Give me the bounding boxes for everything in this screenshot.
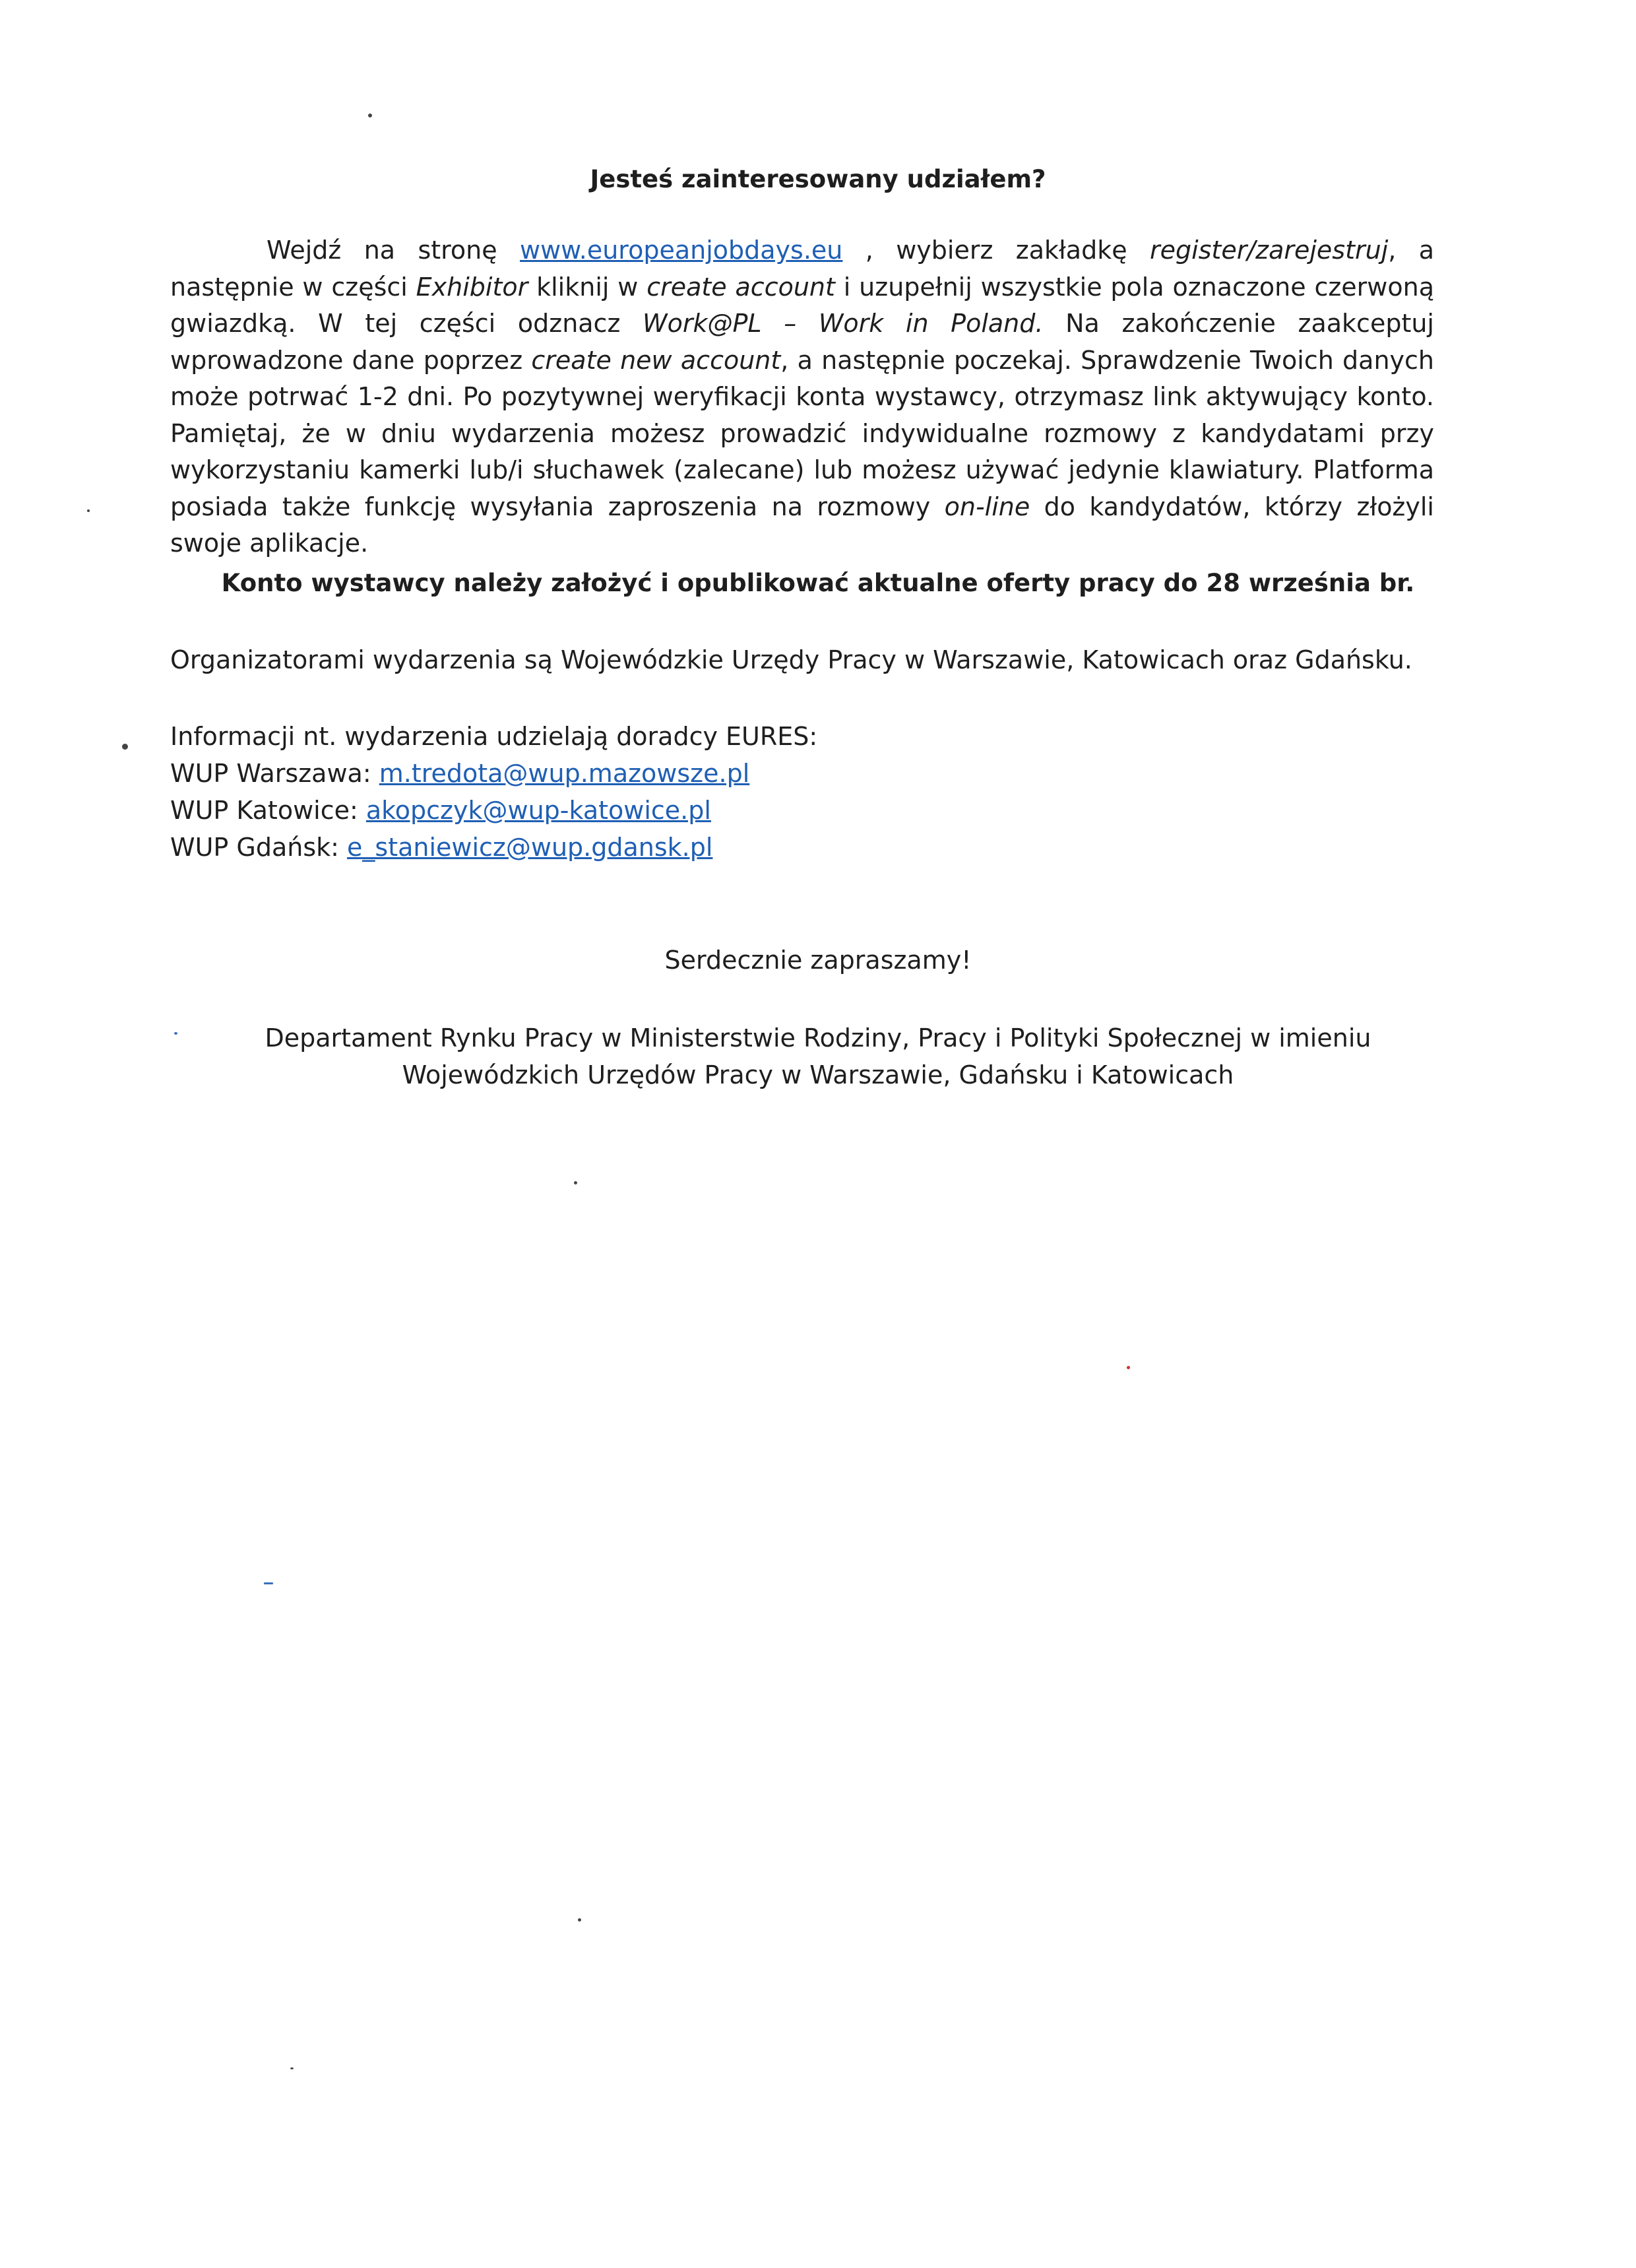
email-link-warszawa[interactable]: m.tredota@wup.mazowsze.pl xyxy=(379,759,750,788)
organizers-text: Organizatorami wydarzenia są Wojewódzkie Urzędy Pracy w Warszawie, Katowicach oraz Gdańsku. xyxy=(170,645,1412,674)
signature-block xyxy=(0,1020,1636,1093)
contact-label: WUP Warszawa: xyxy=(170,759,379,788)
email-link-gdansk[interactable]: e_staniewicz@wup.gdansk.pl xyxy=(347,833,713,862)
scan-speck xyxy=(1127,1366,1130,1369)
instructions-paragraph xyxy=(170,232,1434,562)
scan-speck xyxy=(368,113,372,117)
text-span: Wejdź na stronę xyxy=(267,236,520,265)
text-span: , a następnie w części xyxy=(170,236,1435,302)
text-span: Na zakończenie zaakceptuj wprowadzone dane poprzez xyxy=(170,309,1434,375)
text-span: i uzupełnij wszystkie pola oznaczone czerwoną gwiazdką. W tej części odznacz xyxy=(170,272,1434,338)
page-heading: Jesteś zainteresowany udziałem? xyxy=(590,165,1046,193)
contact-label: WUP Gdańsk: xyxy=(170,833,348,862)
scan-speck xyxy=(290,2067,294,2069)
contact-label: WUP Katowice: xyxy=(170,796,366,825)
signature-line-1: Departament Rynku Pracy w Ministerstwie Rodziny, Pracy i Polityki Społecznej w imieniu xyxy=(265,1023,1371,1053)
italic-work-pl: Work@PL – Work in Poland. xyxy=(643,309,1044,338)
italic-create-new-account: create new account xyxy=(531,345,781,375)
scan-speck xyxy=(578,1918,581,1922)
signature-line-2: Wojewódzkich Urzędów Pracy w Warszawie, Gdańsku i Katowicach xyxy=(402,1060,1234,1089)
scan-speck xyxy=(264,1582,273,1584)
italic-create-account: create account xyxy=(646,272,835,302)
text-span: , wybierz zakładkę xyxy=(842,236,1150,265)
email-link-katowice[interactable]: akopczyk@wup-katowice.pl xyxy=(365,796,711,825)
contacts-block xyxy=(170,718,817,866)
contacts-intro: Informacji nt. wydarzenia udzielają doradcy EURES: xyxy=(170,722,818,751)
link-europeanjobdays[interactable]: www.europeanjobdays.eu xyxy=(520,236,843,265)
deadline-notice: Konto wystawcy należy założyć i opublikować aktualne oferty pracy do 28 września br. xyxy=(221,569,1415,597)
scan-speck xyxy=(87,509,90,512)
contact-gdansk xyxy=(170,829,817,866)
contact-warszawa xyxy=(170,755,817,792)
text-span: , a następnie poczekaj. Sprawdzenie Twoich danych może potrwać 1-2 dni. Po pozytywnej weryfikacji konta wystawcy, otrzymasz link aktywujący konto. Pamiętaj, że w dniu wydarzenia możesz prowadzić indywidualne rozmowy z kandydatami przy wykorzystaniu kamerki lub/i słuchawek (zalecane) lub możesz używać jedynie klawiatury. Platforma posiada także funkcję wysyłania zaproszenia na rozmowy xyxy=(170,345,1435,521)
closing-line: Serdecznie zapraszamy! xyxy=(664,946,972,975)
italic-register: register/zarejestruj xyxy=(1149,236,1389,265)
text-span: do kandydatów, którzy złożyli swoje aplikacje. xyxy=(170,492,1434,558)
italic-online: on-line xyxy=(944,492,1030,521)
contact-katowice xyxy=(170,792,817,829)
text-span: kliknij w xyxy=(528,272,647,302)
scan-speck xyxy=(122,744,128,750)
italic-exhibitor: Exhibitor xyxy=(416,272,528,302)
scan-speck xyxy=(574,1181,577,1184)
scan-speck xyxy=(174,1032,177,1035)
